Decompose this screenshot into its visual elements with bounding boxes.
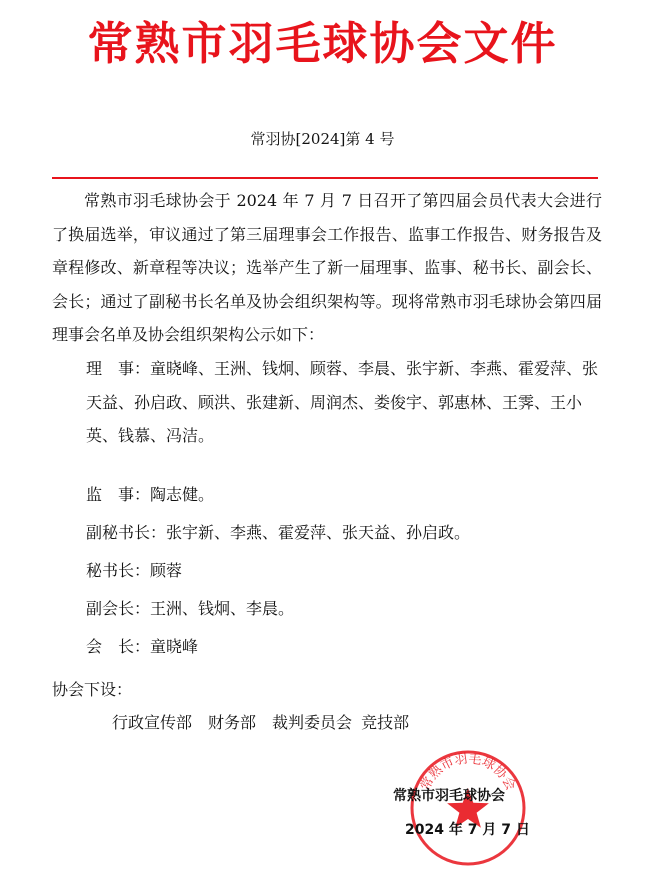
intro-paragraph: 常熟市羽毛球协会于 2024 年 7 月 7 日召开了第四届会员代表大会进行了换届选举，审议通过了第三届理事会工作报告、监事工作报告、财务报告及章程修改、新章程等决议；选举产生了新一届理事、监事、秘书长、副会长、会长；通过了副秘书长名单及协会组织架构等。现将常熟市羽毛球协会第四届理事会名单及协会组织架构公示如下： xyxy=(52,191,602,344)
departments-heading: 协会下设： xyxy=(52,680,133,699)
vice-presidents-line: 副会长：王洲、钱炯、李晨。 xyxy=(86,599,295,618)
deputy-secretary-line: 副秘书长：张宇新、李燕、霍爱萍、张天益、孙启政。 xyxy=(86,523,471,542)
departments-list: 行政宣传部 财务部 裁判委员会 竞技部 xyxy=(112,713,410,732)
signature-date: 2024 年 7 月 7 日 xyxy=(405,822,530,838)
directors-list: 理 事：童晓峰、王洲、钱炯、顾蓉、李晨、张宇新、李燕、霍爱萍、张天益、孙启政、顾洪、张建新、周润杰、娄俊宇、郭惠林、王霁、王小英、钱慕、冯洁。 xyxy=(86,359,599,445)
document-number: 常羽协[2024]第 4 号 xyxy=(250,130,395,148)
seal-text: 常熟市羽毛球协会 xyxy=(418,751,518,793)
supervisor-line: 监 事：陶志健。 xyxy=(86,485,215,504)
official-seal xyxy=(408,748,528,868)
signature-org: 常熟市羽毛球协会 xyxy=(393,788,505,804)
document-title: 常熟市羽毛球协会文件 xyxy=(87,17,558,70)
president-line: 会 长：童晓峰 xyxy=(86,637,199,656)
secretary-general-line: 秘书长：顾蓉 xyxy=(86,561,183,580)
red-divider xyxy=(52,177,598,179)
